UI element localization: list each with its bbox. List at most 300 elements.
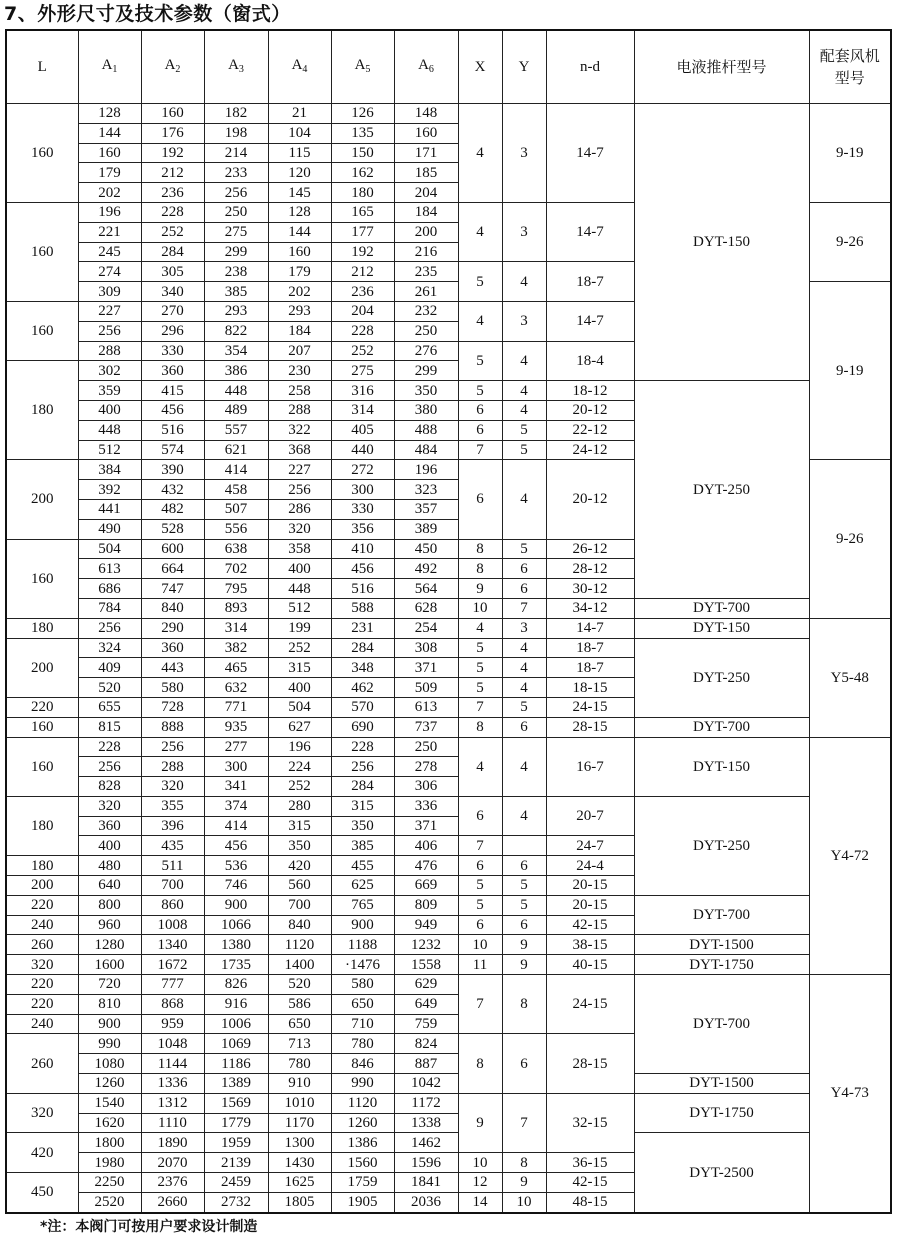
cell-A6: 276 bbox=[394, 341, 458, 361]
cell-A3: 382 bbox=[204, 638, 268, 658]
cell-A2: 284 bbox=[141, 242, 204, 262]
cell-A4: 420 bbox=[268, 856, 331, 876]
cell-A5: 300 bbox=[331, 480, 394, 500]
cell-A5: 580 bbox=[331, 975, 394, 995]
header-A2: $A_2$ bbox=[141, 30, 204, 104]
cell-L: 180 bbox=[6, 618, 78, 638]
cell-A5: 440 bbox=[331, 440, 394, 460]
cell-A2: 860 bbox=[141, 895, 204, 915]
cell-A6: 336 bbox=[394, 796, 458, 816]
cell-X: 9 bbox=[458, 1093, 502, 1152]
cell-A4: 448 bbox=[268, 579, 331, 599]
cell-A6: 196 bbox=[394, 460, 458, 480]
table-row bbox=[6, 381, 891, 401]
cell-A2: 888 bbox=[141, 717, 204, 737]
cell-A5: 690 bbox=[331, 717, 394, 737]
cell-A5: 126 bbox=[331, 104, 394, 124]
cell-A3: 536 bbox=[204, 856, 268, 876]
cell-A3: 1389 bbox=[204, 1074, 268, 1094]
cell-A1: 960 bbox=[78, 915, 141, 935]
cell-Y: 4 bbox=[502, 341, 546, 381]
cell-A1: 1080 bbox=[78, 1054, 141, 1074]
cell-Y: 5 bbox=[502, 440, 546, 460]
cell-A5: 162 bbox=[331, 163, 394, 183]
cell-A3: 826 bbox=[204, 975, 268, 995]
cell-A6: 484 bbox=[394, 440, 458, 460]
page-title: 7、外形尺寸及技术参数（窗式） bbox=[4, 3, 291, 25]
cell-A4: 322 bbox=[268, 420, 331, 440]
table-row bbox=[6, 796, 891, 816]
cell-A6: 492 bbox=[394, 559, 458, 579]
cell-A1: 288 bbox=[78, 341, 141, 361]
cell-nd: 20-15 bbox=[546, 895, 634, 915]
cell-A2: 432 bbox=[141, 480, 204, 500]
header-X: X bbox=[458, 30, 502, 104]
cell-nd: 18-12 bbox=[546, 381, 634, 401]
cell-A2: 1110 bbox=[141, 1113, 204, 1133]
cell-A1: 221 bbox=[78, 222, 141, 242]
cell-A3: 374 bbox=[204, 796, 268, 816]
cell-A5: 625 bbox=[331, 876, 394, 896]
cell-A5: 1260 bbox=[331, 1113, 394, 1133]
cell-L: 220 bbox=[6, 697, 78, 717]
cell-A5: 236 bbox=[331, 282, 394, 302]
cell-A5: 588 bbox=[331, 598, 394, 618]
cell-A5: 780 bbox=[331, 1034, 394, 1054]
cell-Y: 4 bbox=[502, 400, 546, 420]
cell-A6: 949 bbox=[394, 915, 458, 935]
cell-A1: 228 bbox=[78, 737, 141, 757]
cell-A5: 231 bbox=[331, 618, 394, 638]
cell-Y: 4 bbox=[502, 381, 546, 401]
cell-A3: 300 bbox=[204, 757, 268, 777]
cell-A3: 621 bbox=[204, 440, 268, 460]
cell-A5: 177 bbox=[331, 222, 394, 242]
cell-A5: 275 bbox=[331, 361, 394, 381]
cell-X: 4 bbox=[458, 737, 502, 796]
cell-nd: 18-15 bbox=[546, 678, 634, 698]
cell-A2: 176 bbox=[141, 123, 204, 143]
header-A5: $A_5$ bbox=[331, 30, 394, 104]
cell-A4: 504 bbox=[268, 697, 331, 717]
cell-A2: 296 bbox=[141, 321, 204, 341]
cell-A4: 1010 bbox=[268, 1093, 331, 1113]
cell-A3: 900 bbox=[204, 895, 268, 915]
cell-A4: 293 bbox=[268, 301, 331, 321]
cell-A6: 389 bbox=[394, 519, 458, 539]
cell-A2: 360 bbox=[141, 361, 204, 381]
cell-A3: 414 bbox=[204, 460, 268, 480]
cell-A5: 570 bbox=[331, 697, 394, 717]
cell-A1: 1260 bbox=[78, 1074, 141, 1094]
cell-A1: 1800 bbox=[78, 1133, 141, 1153]
cell-X: 6 bbox=[458, 796, 502, 836]
cell-A6: 759 bbox=[394, 1014, 458, 1034]
cell-L: 160 bbox=[6, 737, 78, 796]
cell-A3: 299 bbox=[204, 242, 268, 262]
cell-A1: 686 bbox=[78, 579, 141, 599]
cell-Y: 5 bbox=[502, 539, 546, 559]
cell-actuator-model: DYT-150 bbox=[634, 737, 809, 796]
cell-A3: 702 bbox=[204, 559, 268, 579]
cell-A4: 1170 bbox=[268, 1113, 331, 1133]
cell-A6: 669 bbox=[394, 876, 458, 896]
cell-A6: 357 bbox=[394, 499, 458, 519]
cell-A6: 171 bbox=[394, 143, 458, 163]
cell-A6: 250 bbox=[394, 737, 458, 757]
cell-A4: 350 bbox=[268, 836, 331, 856]
cell-A1: 256 bbox=[78, 757, 141, 777]
cell-A4: 252 bbox=[268, 638, 331, 658]
cell-A5: 410 bbox=[331, 539, 394, 559]
cell-L: 160 bbox=[6, 202, 78, 301]
cell-nd: 24-12 bbox=[546, 440, 634, 460]
cell-A5: 990 bbox=[331, 1074, 394, 1094]
cell-A1: 441 bbox=[78, 499, 141, 519]
cell-A5: 455 bbox=[331, 856, 394, 876]
cell-A6: 1558 bbox=[394, 955, 458, 975]
cell-Y: 7 bbox=[502, 1093, 546, 1152]
cell-A6: 509 bbox=[394, 678, 458, 698]
cell-A1: 1620 bbox=[78, 1113, 141, 1133]
cell-X: 12 bbox=[458, 1173, 502, 1193]
cell-A4: 280 bbox=[268, 796, 331, 816]
cell-A3: 916 bbox=[204, 994, 268, 1014]
cell-A1: 990 bbox=[78, 1034, 141, 1054]
cell-X: 6 bbox=[458, 915, 502, 935]
cell-A6: 232 bbox=[394, 301, 458, 321]
cell-A5: 405 bbox=[331, 420, 394, 440]
cell-A6: 235 bbox=[394, 262, 458, 282]
cell-Y: 6 bbox=[502, 559, 546, 579]
cell-fan-model: 9-26 bbox=[809, 202, 891, 281]
cell-L: 180 bbox=[6, 856, 78, 876]
cell-nd: 24-7 bbox=[546, 836, 634, 856]
table-row bbox=[6, 975, 891, 995]
cell-A3: 1779 bbox=[204, 1113, 268, 1133]
cell-A5: 228 bbox=[331, 737, 394, 757]
cell-A2: 868 bbox=[141, 994, 204, 1014]
cell-A6: 564 bbox=[394, 579, 458, 599]
cell-nd: 14-7 bbox=[546, 301, 634, 341]
cell-A5: 150 bbox=[331, 143, 394, 163]
cell-Y: 4 bbox=[502, 658, 546, 678]
cell-A4: 202 bbox=[268, 282, 331, 302]
cell-A4: 586 bbox=[268, 994, 331, 1014]
cell-A2: 330 bbox=[141, 341, 204, 361]
cell-A6: 1232 bbox=[394, 935, 458, 955]
cell-nd: 28-15 bbox=[546, 1034, 634, 1093]
cell-A4: 1400 bbox=[268, 955, 331, 975]
cell-actuator-model: DYT-1750 bbox=[634, 955, 809, 975]
cell-A2: 435 bbox=[141, 836, 204, 856]
cell-A2: 160 bbox=[141, 104, 204, 124]
cell-A1: 784 bbox=[78, 598, 141, 618]
cell-A6: 323 bbox=[394, 480, 458, 500]
cell-A1: 309 bbox=[78, 282, 141, 302]
cell-Y: 10 bbox=[502, 1192, 546, 1212]
cell-A3: 556 bbox=[204, 519, 268, 539]
cell-A3: 795 bbox=[204, 579, 268, 599]
cell-L: 260 bbox=[6, 935, 78, 955]
cell-Y: 5 bbox=[502, 697, 546, 717]
cell-A1: 1600 bbox=[78, 955, 141, 975]
cell-A3: 293 bbox=[204, 301, 268, 321]
cell-Y: 4 bbox=[502, 638, 546, 658]
cell-A6: 2036 bbox=[394, 1192, 458, 1212]
cell-A6: 278 bbox=[394, 757, 458, 777]
cell-A6: 148 bbox=[394, 104, 458, 124]
cell-A1: 810 bbox=[78, 994, 141, 1014]
cell-A4: 179 bbox=[268, 262, 331, 282]
cell-A2: 340 bbox=[141, 282, 204, 302]
cell-X: 14 bbox=[458, 1192, 502, 1212]
cell-A4: 227 bbox=[268, 460, 331, 480]
cell-A2: 2070 bbox=[141, 1153, 204, 1173]
cell-A5: 516 bbox=[331, 579, 394, 599]
cell-L: 220 bbox=[6, 895, 78, 915]
cell-nd: 30-12 bbox=[546, 579, 634, 599]
cell-A3: 489 bbox=[204, 400, 268, 420]
cell-Y: 6 bbox=[502, 915, 546, 935]
cell-X: 7 bbox=[458, 697, 502, 717]
cell-actuator-model: DYT-700 bbox=[634, 598, 809, 618]
cell-A4: 315 bbox=[268, 658, 331, 678]
cell-fan-model: Y4-72 bbox=[809, 737, 891, 975]
cell-A4: 224 bbox=[268, 757, 331, 777]
cell-L: 320 bbox=[6, 955, 78, 975]
cell-A2: 2660 bbox=[141, 1192, 204, 1212]
cell-A5: 765 bbox=[331, 895, 394, 915]
cell-A6: 476 bbox=[394, 856, 458, 876]
cell-A5: 846 bbox=[331, 1054, 394, 1074]
cell-nd: 26-12 bbox=[546, 539, 634, 559]
cell-A5: 1386 bbox=[331, 1133, 394, 1153]
cell-nd: 24-15 bbox=[546, 975, 634, 1034]
cell-X: 6 bbox=[458, 460, 502, 539]
cell-A3: 893 bbox=[204, 598, 268, 618]
cell-A5: 284 bbox=[331, 638, 394, 658]
cell-A3: 1569 bbox=[204, 1093, 268, 1113]
cell-A1: 144 bbox=[78, 123, 141, 143]
cell-A3: 214 bbox=[204, 143, 268, 163]
cell-Y: 4 bbox=[502, 460, 546, 539]
cell-A6: 350 bbox=[394, 381, 458, 401]
cell-A3: 277 bbox=[204, 737, 268, 757]
cell-A1: 400 bbox=[78, 836, 141, 856]
cell-A6: 887 bbox=[394, 1054, 458, 1074]
cell-Y: 3 bbox=[502, 104, 546, 203]
cell-L: 420 bbox=[6, 1133, 78, 1173]
cell-A4: 315 bbox=[268, 816, 331, 836]
cell-A4: 512 bbox=[268, 598, 331, 618]
cell-A1: 720 bbox=[78, 975, 141, 995]
cell-A6: 1042 bbox=[394, 1074, 458, 1094]
cell-A2: 600 bbox=[141, 539, 204, 559]
cell-X: 5 bbox=[458, 262, 502, 302]
cell-L: 160 bbox=[6, 717, 78, 737]
table-row bbox=[6, 717, 891, 737]
cell-X: 8 bbox=[458, 559, 502, 579]
cell-A6: 737 bbox=[394, 717, 458, 737]
cell-A4: 128 bbox=[268, 202, 331, 222]
cell-A4: 115 bbox=[268, 143, 331, 163]
cell-A3: 2459 bbox=[204, 1173, 268, 1193]
cell-Y: 7 bbox=[502, 598, 546, 618]
cell-A1: 256 bbox=[78, 321, 141, 341]
footnote: *注：本阀门可按用户要求设计制造 bbox=[40, 1219, 258, 1235]
cell-A4: 560 bbox=[268, 876, 331, 896]
cell-A5: 315 bbox=[331, 796, 394, 816]
cell-A2: 212 bbox=[141, 163, 204, 183]
cell-A6: 629 bbox=[394, 975, 458, 995]
cell-A6: 371 bbox=[394, 816, 458, 836]
cell-actuator-model: DYT-700 bbox=[634, 895, 809, 935]
cell-A4: 713 bbox=[268, 1034, 331, 1054]
cell-A3: 233 bbox=[204, 163, 268, 183]
cell-A2: 355 bbox=[141, 796, 204, 816]
cell-A4: 199 bbox=[268, 618, 331, 638]
cell-A4: 520 bbox=[268, 975, 331, 995]
cell-Y: 4 bbox=[502, 262, 546, 302]
cell-A1: 504 bbox=[78, 539, 141, 559]
cell-actuator-model: DYT-2500 bbox=[634, 1133, 809, 1213]
cell-X: 7 bbox=[458, 975, 502, 1034]
cell-Y: 5 bbox=[502, 876, 546, 896]
cell-L: 260 bbox=[6, 1034, 78, 1093]
cell-A4: 256 bbox=[268, 480, 331, 500]
cell-A5: 165 bbox=[331, 202, 394, 222]
cell-A6: 250 bbox=[394, 321, 458, 341]
cell-A1: 202 bbox=[78, 183, 141, 203]
cell-A3: 2732 bbox=[204, 1192, 268, 1212]
cell-X: 5 bbox=[458, 678, 502, 698]
cell-A1: 302 bbox=[78, 361, 141, 381]
cell-A2: 1048 bbox=[141, 1034, 204, 1054]
cell-Y: 4 bbox=[502, 678, 546, 698]
cell-fan-model: 9-19 bbox=[809, 282, 891, 460]
cell-A2: 747 bbox=[141, 579, 204, 599]
cell-A1: 815 bbox=[78, 717, 141, 737]
cell-Y: 8 bbox=[502, 1153, 546, 1173]
cell-A1: 2250 bbox=[78, 1173, 141, 1193]
cell-A4: 400 bbox=[268, 678, 331, 698]
cell-A6: 406 bbox=[394, 836, 458, 856]
cell-A5: 204 bbox=[331, 301, 394, 321]
table-row bbox=[6, 737, 891, 757]
cell-A3: 1735 bbox=[204, 955, 268, 975]
cell-A1: 128 bbox=[78, 104, 141, 124]
table-row bbox=[6, 618, 891, 638]
cell-actuator-model: DYT-700 bbox=[634, 717, 809, 737]
cell-nd: 28-12 bbox=[546, 559, 634, 579]
cell-A2: 1312 bbox=[141, 1093, 204, 1113]
cell-Y: 6 bbox=[502, 1034, 546, 1093]
cell-nd: 24-15 bbox=[546, 697, 634, 717]
cell-L: 220 bbox=[6, 975, 78, 995]
cell-A6: 450 bbox=[394, 539, 458, 559]
header-L: L bbox=[6, 30, 78, 104]
cell-X: 4 bbox=[458, 104, 502, 203]
cell-A6: 488 bbox=[394, 420, 458, 440]
cell-X: 10 bbox=[458, 1153, 502, 1173]
cell-A6: 371 bbox=[394, 658, 458, 678]
cell-A6: 1841 bbox=[394, 1173, 458, 1193]
cell-A3: 456 bbox=[204, 836, 268, 856]
header-A3: $A_3$ bbox=[204, 30, 268, 104]
cell-A3: 1069 bbox=[204, 1034, 268, 1054]
cell-L: 180 bbox=[6, 796, 78, 855]
cell-A4: 196 bbox=[268, 737, 331, 757]
cell-A4: 288 bbox=[268, 400, 331, 420]
cell-A5: 1905 bbox=[331, 1192, 394, 1212]
cell-A1: 227 bbox=[78, 301, 141, 321]
cell-Y: 6 bbox=[502, 856, 546, 876]
cell-actuator-model: DYT-250 bbox=[634, 796, 809, 895]
cell-A2: 288 bbox=[141, 757, 204, 777]
cell-actuator-model: DYT-150 bbox=[634, 618, 809, 638]
cell-A1: 1280 bbox=[78, 935, 141, 955]
cell-A3: 275 bbox=[204, 222, 268, 242]
cell-A5: 1120 bbox=[331, 1093, 394, 1113]
table-row bbox=[6, 104, 891, 124]
cell-A4: 627 bbox=[268, 717, 331, 737]
cell-A1: 520 bbox=[78, 678, 141, 698]
cell-A2: 1008 bbox=[141, 915, 204, 935]
cell-A4: 400 bbox=[268, 559, 331, 579]
header-A1: $A_1$ bbox=[78, 30, 141, 104]
cell-A1: 1980 bbox=[78, 1153, 141, 1173]
cell-A3: 638 bbox=[204, 539, 268, 559]
cell-A4: 144 bbox=[268, 222, 331, 242]
cell-nd: 42-15 bbox=[546, 915, 634, 935]
cell-X: 8 bbox=[458, 1034, 502, 1093]
cell-A4: 184 bbox=[268, 321, 331, 341]
cell-A6: 200 bbox=[394, 222, 458, 242]
cell-A5: 192 bbox=[331, 242, 394, 262]
cell-A4: 252 bbox=[268, 777, 331, 797]
cell-X: 5 bbox=[458, 876, 502, 896]
cell-L: 240 bbox=[6, 1014, 78, 1034]
cell-Y: 5 bbox=[502, 420, 546, 440]
cell-nd: 42-15 bbox=[546, 1173, 634, 1193]
cell-A4: 910 bbox=[268, 1074, 331, 1094]
cell-A1: 196 bbox=[78, 202, 141, 222]
cell-X: 7 bbox=[458, 440, 502, 460]
cell-A1: 384 bbox=[78, 460, 141, 480]
cell-X: 5 bbox=[458, 381, 502, 401]
cell-A2: 456 bbox=[141, 400, 204, 420]
table-row bbox=[6, 1093, 891, 1113]
cell-actuator-model: DYT-150 bbox=[634, 104, 809, 381]
header-A4: $A_4$ bbox=[268, 30, 331, 104]
cell-A2: 228 bbox=[141, 202, 204, 222]
cell-A2: 516 bbox=[141, 420, 204, 440]
cell-A1: 490 bbox=[78, 519, 141, 539]
cell-L: 160 bbox=[6, 539, 78, 618]
cell-A1: 655 bbox=[78, 697, 141, 717]
cell-A6: 254 bbox=[394, 618, 458, 638]
cell-A4: 358 bbox=[268, 539, 331, 559]
cell-A6: 380 bbox=[394, 400, 458, 420]
cell-nd: 14-7 bbox=[546, 202, 634, 261]
cell-A1: 360 bbox=[78, 816, 141, 836]
cell-nd: 38-15 bbox=[546, 935, 634, 955]
cell-A6: 1338 bbox=[394, 1113, 458, 1133]
cell-A5: 350 bbox=[331, 816, 394, 836]
cell-nd: 18-7 bbox=[546, 638, 634, 658]
cell-nd: 34-12 bbox=[546, 598, 634, 618]
